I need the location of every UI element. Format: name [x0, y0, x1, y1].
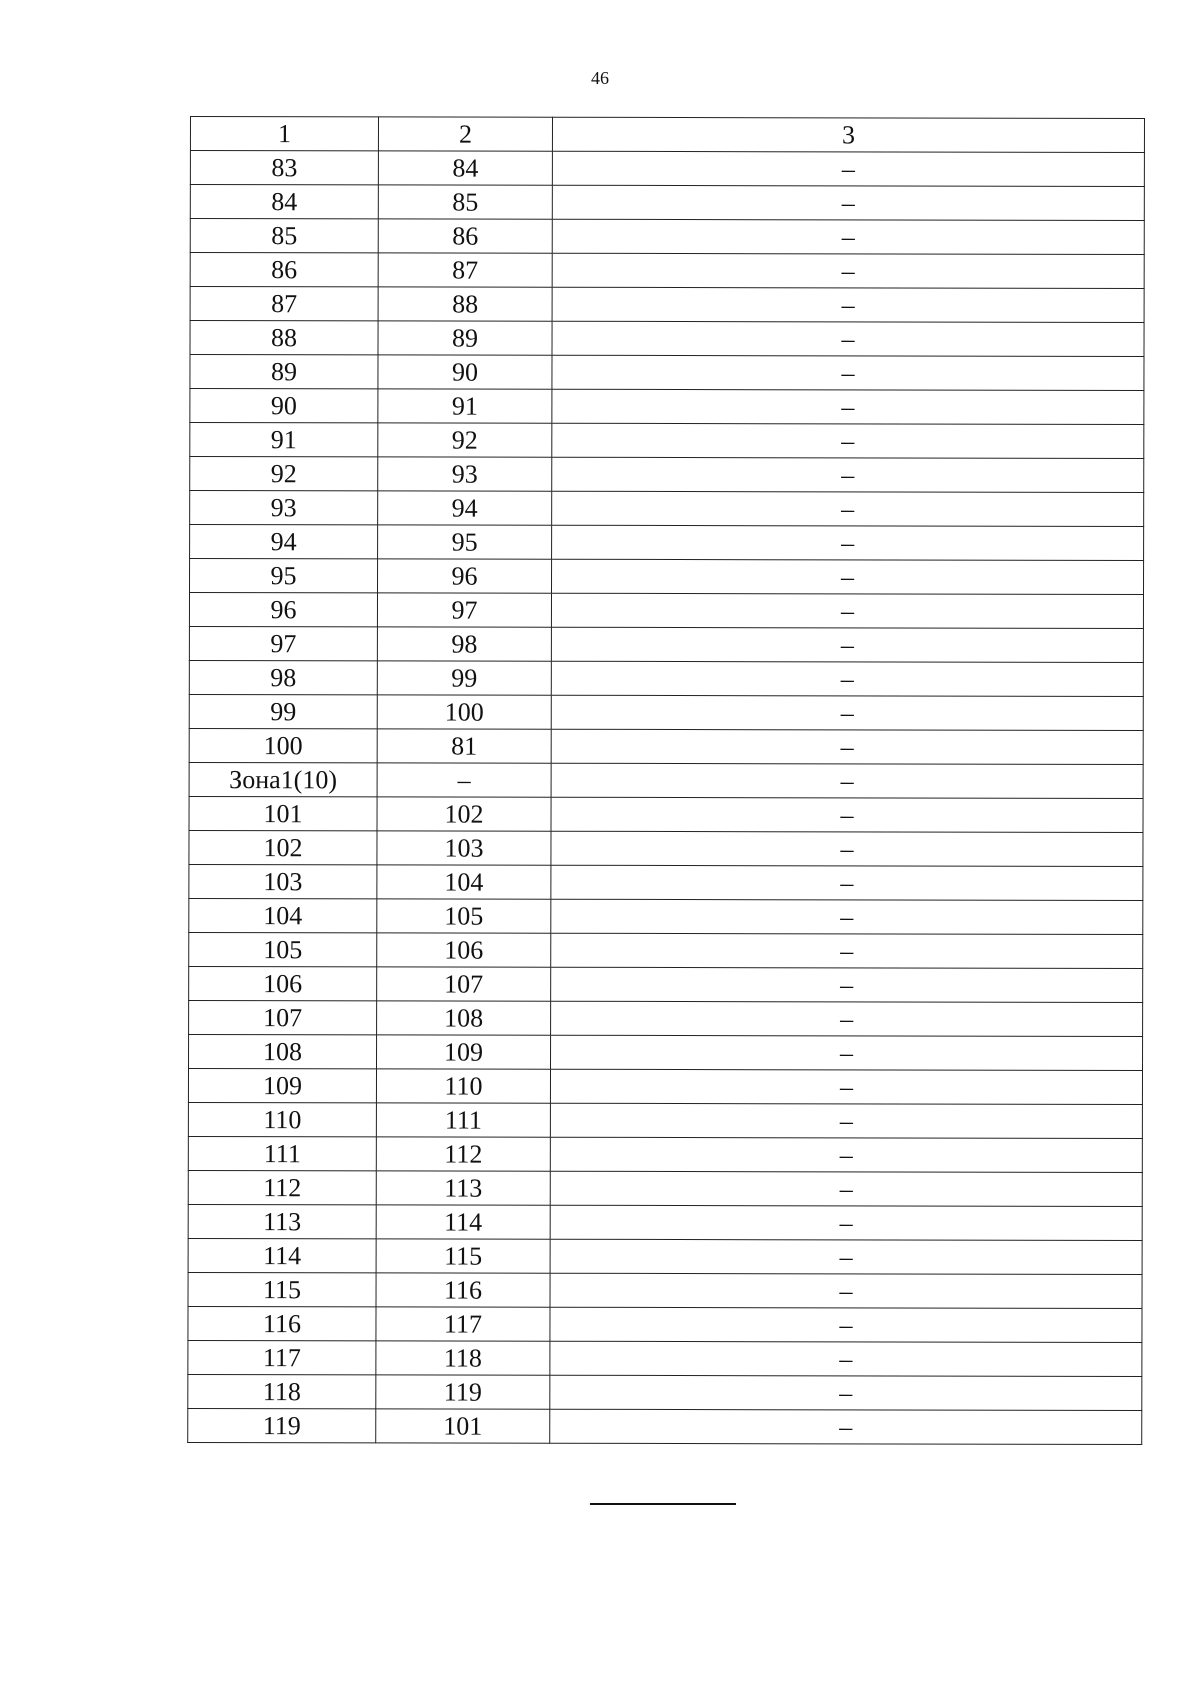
table-cell-col-2: 107	[377, 967, 551, 1001]
table-cell-col-1: 112	[188, 1170, 376, 1204]
table-cell-col-3: –	[550, 1103, 1142, 1138]
table-cell-col-2: 110	[376, 1069, 550, 1103]
table-cell-col-1: 106	[189, 966, 377, 1000]
table-cell-col-2: 111	[376, 1103, 550, 1137]
column-header-2: 2	[378, 117, 552, 151]
table-row	[189, 762, 1143, 798]
table-cell-col-2: 118	[376, 1341, 550, 1375]
table-cell-col-3: –	[550, 1137, 1142, 1172]
page-number: 46	[591, 68, 609, 88]
table-cell-col-3: –	[551, 627, 1143, 662]
table-row	[189, 830, 1143, 866]
table-row	[190, 423, 1144, 459]
table-cell-col-2: 106	[377, 933, 551, 967]
table-cell-col-2: 96	[378, 559, 552, 593]
table-row	[188, 1306, 1142, 1342]
table-cell-col-2: 113	[376, 1171, 550, 1205]
table-cell-col-1: 95	[190, 559, 378, 593]
table-cell-col-1: 108	[189, 1034, 377, 1068]
table-cell-col-2: 90	[378, 355, 552, 389]
table-cell-col-2: 114	[376, 1205, 550, 1239]
table-cell-col-1: 94	[190, 525, 378, 559]
table-cell-col-2: 102	[377, 797, 551, 831]
table-body	[188, 151, 1145, 1445]
table-cell-col-3: –	[551, 967, 1143, 1002]
table-cell-col-2: 92	[378, 423, 552, 457]
table-cell-col-1: 84	[190, 185, 378, 219]
table-cell-col-3: –	[551, 729, 1143, 764]
table-row	[190, 253, 1144, 289]
table-cell-col-3: –	[551, 865, 1143, 900]
table-cell-col-2: 103	[377, 831, 551, 865]
table-cell-col-1: 104	[189, 898, 377, 932]
table-cell-col-2: 91	[378, 389, 552, 423]
table-row	[188, 1102, 1142, 1138]
table-cell-col-2: 99	[377, 661, 551, 695]
table-cell-col-1: 97	[189, 626, 377, 660]
table-cell-col-2: 115	[376, 1239, 550, 1273]
table-cell-col-3: –	[552, 287, 1144, 322]
table-row	[189, 898, 1143, 934]
table-cell-col-3: –	[552, 389, 1144, 424]
table-row	[188, 1408, 1142, 1444]
table-row	[190, 287, 1144, 323]
table-cell-col-1: 100	[189, 728, 377, 762]
table-cell-col-3: –	[552, 151, 1144, 186]
table-row	[190, 219, 1144, 255]
table-cell-col-3: –	[550, 1273, 1142, 1308]
table-cell-col-1: 93	[190, 491, 378, 525]
table-cell-col-3: –	[551, 661, 1143, 696]
table-row	[189, 660, 1143, 696]
table-cell-col-3: –	[550, 1069, 1142, 1104]
table-cell-col-2: 86	[378, 219, 552, 253]
table-cell-col-1: 111	[188, 1136, 376, 1170]
table-cell-col-3: –	[550, 1171, 1142, 1206]
table-cell-col-3: –	[550, 1239, 1142, 1274]
table-cell-col-2: 119	[376, 1375, 550, 1409]
table-row	[189, 728, 1143, 764]
table-cell-col-1: 85	[190, 219, 378, 253]
table-cell-col-3: –	[550, 1341, 1142, 1376]
table-cell-col-1: 107	[189, 1000, 377, 1034]
table-cell-col-3: –	[551, 899, 1143, 934]
table-cell-col-3: –	[552, 185, 1144, 220]
table-row	[190, 355, 1144, 391]
table-cell-col-2: 95	[378, 525, 552, 559]
table-cell-col-2: 112	[376, 1137, 550, 1171]
table-cell-col-2: 101	[376, 1409, 550, 1443]
table-cell-col-2: 97	[377, 593, 551, 627]
table-cell-col-3: –	[552, 253, 1144, 288]
table-cell-col-3: –	[551, 695, 1143, 730]
table-cell-col-3: –	[551, 763, 1143, 798]
table-cell-col-1: 105	[189, 932, 377, 966]
table-row	[190, 525, 1144, 561]
table-cell-col-1: 99	[189, 694, 377, 728]
table-row	[188, 1340, 1142, 1376]
table-cell-col-3: –	[551, 1035, 1143, 1070]
table-cell-col-3: –	[550, 1409, 1142, 1444]
table-cell-col-1: 116	[188, 1306, 376, 1340]
table-cell-col-1: 88	[190, 321, 378, 355]
table-cell-col-1: 110	[188, 1102, 376, 1136]
table-row	[188, 1374, 1142, 1410]
table-cell-col-2: 104	[377, 865, 551, 899]
table-cell-col-3: –	[552, 457, 1144, 492]
table-cell-col-1: 101	[189, 796, 377, 830]
table-cell-col-3: –	[552, 559, 1144, 594]
table-row	[189, 1034, 1143, 1070]
table-row	[188, 1068, 1142, 1104]
table-cell-col-1: 92	[190, 457, 378, 491]
table-row	[190, 559, 1144, 595]
table-row	[188, 1136, 1142, 1172]
table-cell-col-1: 119	[188, 1408, 376, 1442]
table-row	[189, 593, 1143, 629]
table-row	[188, 1170, 1142, 1206]
table-row	[190, 389, 1144, 425]
table-cell-col-3: –	[552, 525, 1144, 560]
table-cell-col-1: 103	[189, 864, 377, 898]
table-cell-col-2: –	[377, 763, 551, 797]
table-cell-col-1: 109	[188, 1068, 376, 1102]
table-cell-col-3: –	[550, 1375, 1142, 1410]
table-row	[189, 796, 1143, 832]
table-cell-col-2: 85	[378, 185, 552, 219]
table-cell-col-3: –	[552, 321, 1144, 356]
table-cell-col-1: 117	[188, 1340, 376, 1374]
table-cell-col-1: 86	[190, 253, 378, 287]
end-of-document-rule	[590, 1503, 736, 1505]
table-cell-col-1: 91	[190, 423, 378, 457]
table-cell-col-1: 87	[190, 287, 378, 321]
table-cell-col-3: –	[552, 219, 1144, 254]
table-row	[189, 966, 1143, 1002]
column-header-1: 1	[190, 117, 378, 151]
table-cell-col-3: –	[552, 491, 1144, 526]
table-row	[190, 185, 1144, 221]
table-cell-col-1: Зона1(10)	[189, 762, 377, 796]
table-cell-col-3: –	[552, 423, 1144, 458]
table-cell-col-2: 88	[378, 287, 552, 321]
table-row	[188, 1272, 1142, 1308]
table-cell-col-1: 114	[188, 1238, 376, 1272]
table-cell-col-2: 100	[377, 695, 551, 729]
table-cell-col-2: 93	[378, 457, 552, 491]
column-header-3: 3	[552, 117, 1144, 152]
table-cell-col-1: 96	[189, 593, 377, 627]
table-row	[189, 626, 1143, 662]
table-cell-col-3: –	[550, 1307, 1142, 1342]
data-table	[187, 116, 1145, 1445]
table-cell-col-2: 109	[377, 1035, 551, 1069]
table-cell-col-1: 89	[190, 355, 378, 389]
table-row	[188, 1204, 1142, 1240]
table-cell-col-1: 115	[188, 1272, 376, 1306]
table-cell-col-3: –	[551, 933, 1143, 968]
table-row	[190, 491, 1144, 527]
table-cell-col-2: 98	[377, 627, 551, 661]
table-cell-col-2: 117	[376, 1307, 550, 1341]
table-cell-col-2: 94	[378, 491, 552, 525]
table-cell-col-2: 108	[377, 1001, 551, 1035]
table-cell-col-1: 118	[188, 1374, 376, 1408]
table-cell-col-3: –	[551, 831, 1143, 866]
table-cell-col-1: 98	[189, 660, 377, 694]
table-cell-col-2: 84	[378, 151, 552, 185]
table-cell-col-3: –	[551, 1001, 1143, 1036]
table-row	[188, 1238, 1142, 1274]
table-cell-col-3: –	[551, 593, 1143, 628]
table-cell-col-1: 90	[190, 389, 378, 423]
table-cell-col-2: 87	[378, 253, 552, 287]
table-cell-col-1: 83	[190, 151, 378, 185]
table-row	[189, 694, 1143, 730]
table-cell-col-1: 113	[188, 1204, 376, 1238]
table-row	[190, 321, 1144, 357]
table-row	[189, 932, 1143, 968]
table-cell-col-2: 81	[377, 729, 551, 763]
table-row	[189, 864, 1143, 900]
table-cell-col-2: 105	[377, 899, 551, 933]
table-cell-col-1: 102	[189, 830, 377, 864]
table-cell-col-3: –	[551, 797, 1143, 832]
table-row	[189, 1000, 1143, 1036]
table-cell-col-3: –	[552, 355, 1144, 390]
table-cell-col-2: 116	[376, 1273, 550, 1307]
table-cell-col-3: –	[550, 1205, 1142, 1240]
table-row	[190, 151, 1144, 187]
table-header-row	[190, 117, 1144, 153]
table-row	[190, 457, 1144, 493]
table-cell-col-2: 89	[378, 321, 552, 355]
